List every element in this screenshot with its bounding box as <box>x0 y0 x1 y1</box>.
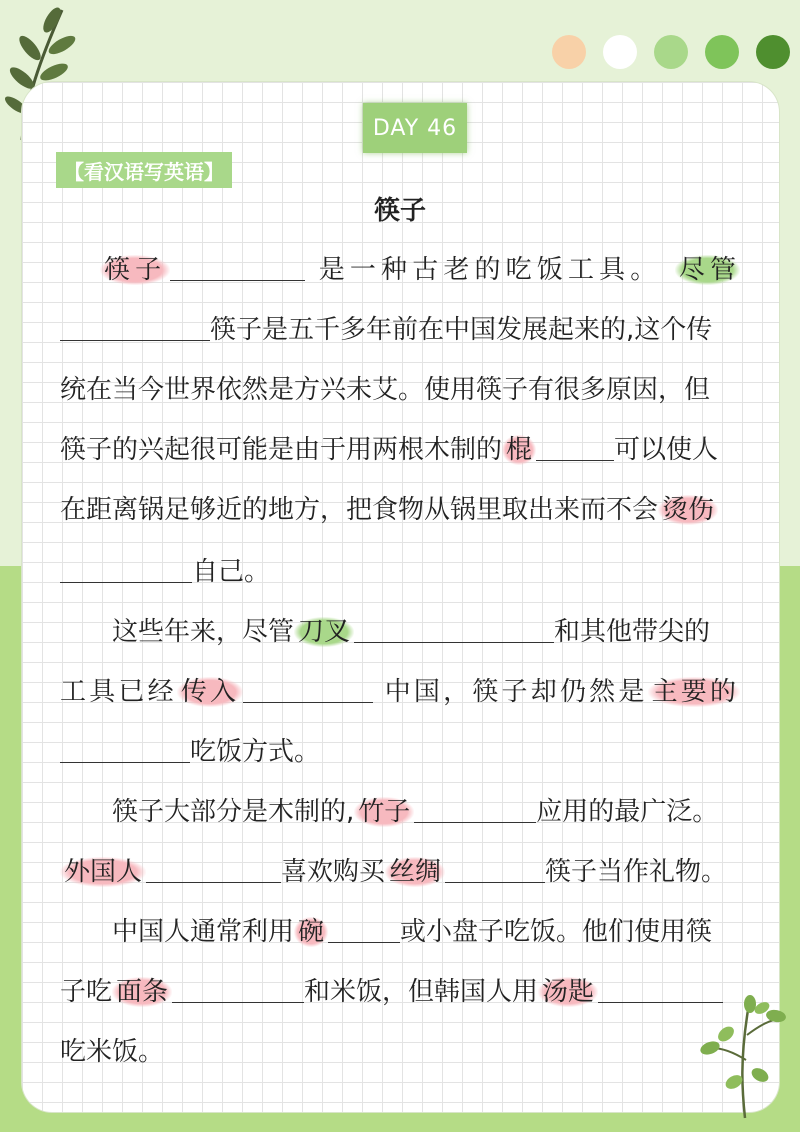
text-line-9 <box>60 732 740 772</box>
keyword-chopsticks: 筷子 <box>100 255 170 285</box>
sentence-text: 和米饭，但韩国人用 <box>304 977 539 1007</box>
text-line-13 <box>60 972 740 1012</box>
dot-light-green <box>654 35 688 69</box>
keyword-burn: 烫伤 <box>658 495 718 525</box>
keyword-bowl: 碗 <box>294 917 328 947</box>
keyword-introduced: 传入 <box>177 677 243 707</box>
sentence-text: 应用的最广泛。 <box>536 797 719 827</box>
section-tag: 【看汉语写英语】 <box>56 152 232 188</box>
keyword-silk: 丝绸 <box>385 857 445 887</box>
sentence-text: 吃米饭。 <box>60 1037 165 1067</box>
answer-blank[interactable] <box>354 612 554 643</box>
sentence-text: 筷子当作礼物。 <box>545 857 728 887</box>
keyword-main: 主要的 <box>648 677 740 707</box>
keyword-spoon: 汤匙 <box>538 977 598 1007</box>
answer-blank[interactable] <box>170 250 305 281</box>
answer-blank[interactable] <box>328 912 400 943</box>
answer-blank[interactable] <box>243 672 373 703</box>
answer-blank[interactable] <box>60 552 192 583</box>
keyword-bamboo: 竹子 <box>354 797 414 827</box>
answer-blank[interactable] <box>172 972 304 1003</box>
worksheet-card <box>22 82 779 1112</box>
keyword-knife-fork: 刀叉 <box>294 617 354 647</box>
answer-blank[interactable] <box>445 852 545 883</box>
answer-blank[interactable] <box>60 310 210 341</box>
answer-blank[interactable] <box>146 852 281 883</box>
page-title: 筷子 <box>373 196 426 226</box>
sprig-icon <box>690 990 790 1120</box>
dot-white <box>603 35 637 69</box>
sentence-text: 喜欢购买 <box>281 857 386 887</box>
sentence-text: 中国人通常利用 <box>112 917 295 947</box>
text-line-12 <box>112 912 740 952</box>
sentence-text: 和其他带尖的 <box>554 617 711 647</box>
sentence-text: 自己。 <box>192 557 271 587</box>
text-line-8 <box>60 672 740 712</box>
keyword-noodles: 面条 <box>112 977 172 1007</box>
text-line-1 <box>100 250 740 290</box>
text-line-10 <box>112 792 740 832</box>
sentence-text: 统在当今世界依然是方兴未艾。使用筷子有很多原因，但 <box>60 375 711 405</box>
text-line-2 <box>60 310 740 350</box>
text-line-11 <box>60 852 740 892</box>
sentence-text: 或小盘子吃饭。他们使用筷 <box>400 917 713 947</box>
day-badge: DAY 46 <box>363 103 467 153</box>
sentence-text: 可以使人 <box>614 435 719 465</box>
sentence-text: 筷子的兴起很可能是由于用两根木制的 <box>60 435 503 465</box>
dot-green <box>705 35 739 69</box>
keyword-stick: 棍 <box>502 435 536 465</box>
text-line-6 <box>60 552 740 592</box>
sentence-text: 这些年来，尽管 <box>112 617 295 647</box>
answer-blank[interactable] <box>414 792 536 823</box>
sentence-text: 是一种古老的吃饭工具。 <box>318 255 662 285</box>
keyword-although: 尽管 <box>675 255 740 285</box>
answer-blank[interactable] <box>536 430 614 461</box>
answer-blank[interactable] <box>60 732 190 763</box>
text-line-7 <box>112 612 740 652</box>
sentence-text: 工具已经 <box>60 677 177 707</box>
text-line-3 <box>60 370 740 410</box>
dot-peach <box>552 35 586 69</box>
sentence-text: 吃饭方式。 <box>190 737 321 767</box>
text-line-4 <box>60 430 740 470</box>
text-line-14 <box>60 1032 740 1072</box>
sentence-text: 筷子大部分是木制的, <box>112 797 355 827</box>
dot-dark-green <box>756 35 790 69</box>
sentence-text: 在距离锅足够近的地方，把食物从锅里取出来而不会 <box>60 495 659 525</box>
text-line-5 <box>60 490 740 530</box>
sentence-text: 子吃 <box>60 977 113 1007</box>
sentence-text: 筷子是五千多年前在中国发展起来的,这个传 <box>210 315 713 345</box>
sentence-text: 中国，筷子却仍然是 <box>384 677 648 707</box>
color-dots <box>552 35 790 69</box>
keyword-foreigner: 外国人 <box>60 857 146 887</box>
